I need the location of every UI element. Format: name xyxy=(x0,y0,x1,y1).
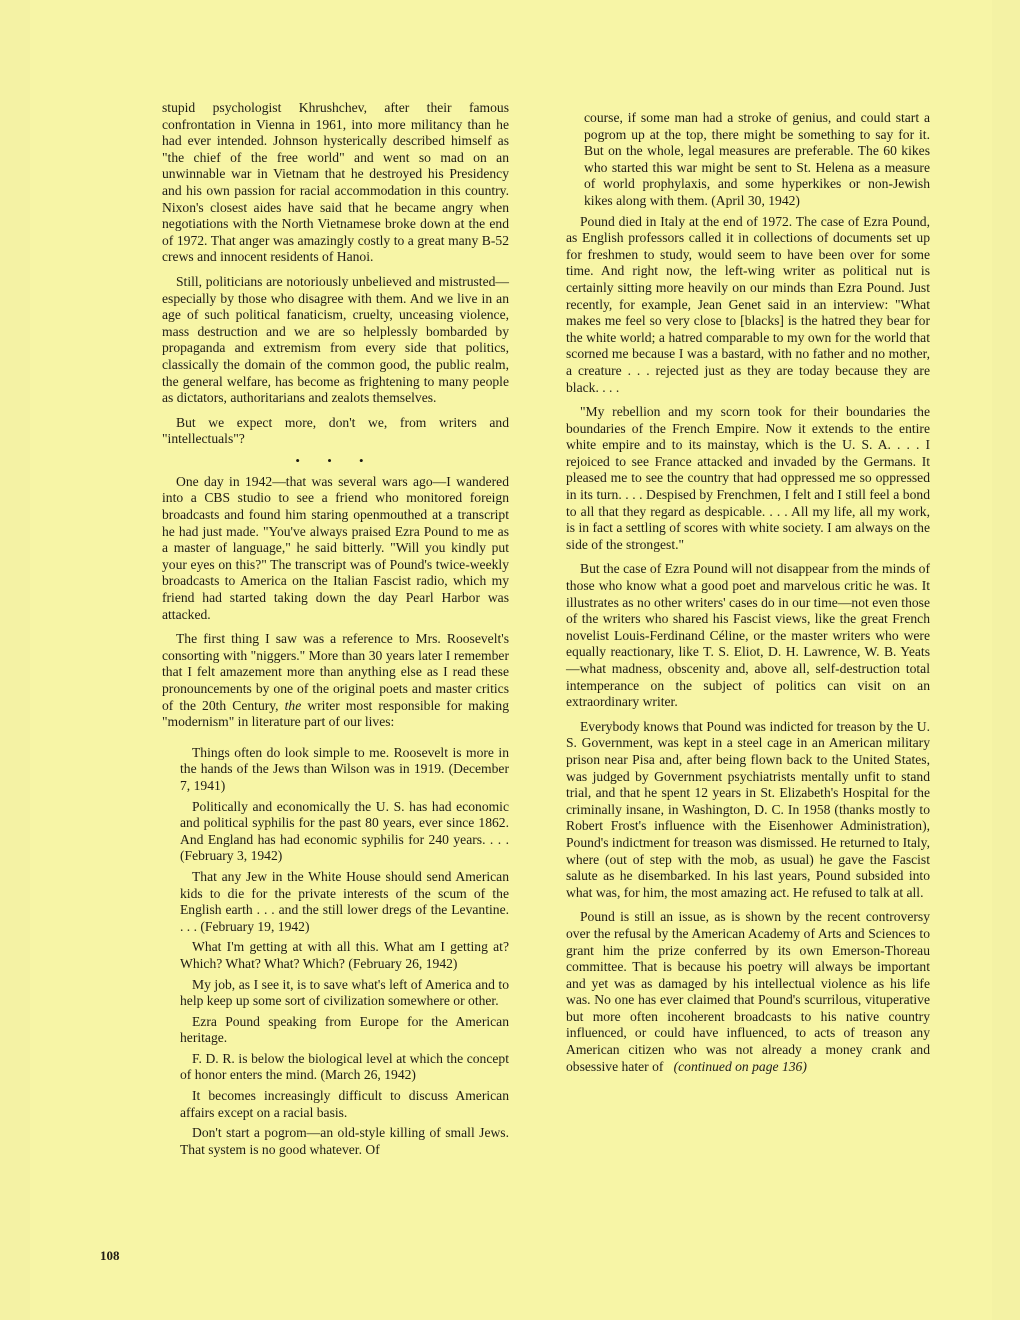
body-paragraph: Pound died in Italy at the end of 1972. The case of Ezra Pound, as English professors called it in collections of documents set up for freshmen to study, would seem to have been over for some time. And right now, the left-wing writer as political nut is certainly sitting more heavily on our minds than Ezra Pound. Just recently, for example, Jean Genet said in an interview: "What makes me feel so very close to [blacks] is the hatred they bear for the white world; a hatred comparable to my own for the world that scorned me because I was a bastard, with no father and no mother, a creature . . . rejected just as they are today because they are black. . . . xyxy=(566,213,930,395)
quote-paragraph: Things often do look simple to me. Roosevelt is more in the hands of the Jews than Wilson was in 1919. (December 7, 1941) xyxy=(180,744,509,793)
body-paragraph xyxy=(566,909,930,1075)
body-paragraph: "My rebellion and my scorn took for their boundaries the boundaries of the French Empire. Now it extends to the entire white empire and to its mainstay, which is the U. S. A. . . . I rejoiced to see France attacked and invaded by the Germans. It pleased me to see the country that had oppressed me so oppressed in its turn. . . . Despised by Frenchmen, I felt and I still feel a bond to all that they regard as despicable. . . . All my life, all my work, is in fact a settling of scores with white society. I am always on the side of the strongest." xyxy=(566,404,930,552)
quote-paragraph: That any Jew in the White House should send American kids to die for the private interests of the scum of the English earth . . . and the still lower dregs of the Levantine. . . . (February 19, 1942) xyxy=(180,868,509,934)
body-paragraph: Still, politicians are notoriously unbelieved and mistrusted—especially by those who disagree with them. And we live in an age of such political fanaticism, cruelty, unceasing violence, mass destruction and we are so helplessly bombarded by propaganda and extremism from every side that politics, classically the domain of the common good, the public realm, the general welfare, has become as frightening to many people as dictators, authoritarians and zealots themselves. xyxy=(162,273,509,406)
quote-paragraph: It becomes increasingly difficult to discuss American affairs except on a racial basis. xyxy=(180,1088,509,1120)
body-text: writer most responsible for making "modernism" in literature part of our lives: xyxy=(162,697,509,730)
body-text: The first thing I saw was a reference to Mrs. Roosevelt's consorting with "niggers." More than 30 years later I remember that I felt amazement more than anything else as I read these pronouncements by one of the original poets and master critics of the 20th Century, xyxy=(162,631,509,713)
pound-quotes-block xyxy=(180,745,509,1159)
quote-paragraph: course, if some man had a stroke of genius, and could start a pogrom up at the top, there might be something to say for it. But on the whole, legal measures are preferable. The 60 kikes who started this war might be sent to St. Helena as a measure of world prophylaxis, and some hyperkikes or non-Jewish kikes along with them. (April 30, 1942) xyxy=(584,110,930,208)
right-column xyxy=(566,110,930,1083)
body-paragraph: stupid psychologist Khrushchev, after their famous confrontation in Vienna in 1961, into more militancy than he had ever intended. Johnson hysterically described himself as "the chief of the free world" and went so mad on an unwinnable war in Vietnam that he destroyed his Presidency and his own passion for racial accommodation in this country. Nixon's closest aides have said that he became angry when negotiations with the North Vietnamese broke down at the end of 1972. That anger was amazingly costly to a great many B-52 crews and innocent residents of Hanoi. xyxy=(162,100,509,265)
magazine-page xyxy=(30,0,992,1320)
continued-note: (continued on page 136) xyxy=(673,1058,807,1074)
body-paragraph: Everybody knows that Pound was indicted for treason by the U. S. Government, was kept in a steel cage in an American military prison near Pisa and, after being flown back to the United States, was judged by Government psychiatrists mentally unfit to stand trial, and that he spent 12 years in St. Elizabeth's Hospital for the criminally insane, in Washington, D. C. In 1958 (thanks mostly to Robert Frost's influence with the Eisenhower Administration), Pound's indictment for treason was dismissed. He returned to Italy, where (out of step with the mob, as usual) he gave the Fascist salute as he disembarked. In his last years, Pound subsided into what was, for him, the most amazing act. He refused to talk at all. xyxy=(566,718,930,900)
body-text: Pound is still an issue, as is shown by the recent controversy over the refusal by the American Academy of Arts and Sciences to grant him the prize conferred by its own Emerson-Thoreau committee. That is because his poetry will always be important and yet was as damaged by his intellectual violence as his life was. No one has ever claimed that Pound's scurrilous, vituperative but more often incoherent broadcasts to his native country influenced, or could have influenced, to acts of treason any American citizen who was not already a money crank and obsessive hater of xyxy=(566,909,930,1074)
left-column xyxy=(162,100,509,1162)
quote-continuation-block xyxy=(584,110,930,210)
body-paragraph: But we expect more, don't we, from writers and "intellectuals"? xyxy=(162,414,509,447)
page-number: 108 xyxy=(100,1248,120,1263)
quote-paragraph: What I'm getting at with all this. What am I getting at? Which? What? What? Which? (February 26, 1942) xyxy=(180,939,509,971)
body-paragraph: One day in 1942—that was several wars ago—I wandered into a CBS studio to see a friend who monitored foreign broadcasts and found him staring openmouthed at a transcript he had just made. "You've always praised Ezra Pound to me as a master of language," he said bitterly. "Will you kindly put your eyes on this?" The transcript was of Pound's twice-weekly broadcasts to America on the Italian Fascist radio, which my friend had started taking down the day Pearl Harbor was attacked. xyxy=(162,473,509,622)
quote-paragraph: Politically and economically the U. S. has had economic and political syphilis for the past 80 years, ever since 1862. And England has had economic syphilis for 240 years. . . . (February 3, 1942) xyxy=(180,798,509,864)
quote-paragraph: My job, as I see it, is to save what's left of America and to help keep up some sort of civilization somewhere or other. xyxy=(180,976,509,1009)
quote-paragraph: Don't start a pogrom—an old-style killing of small Jews. That system is no good whatever. Of xyxy=(180,1125,509,1157)
emphasis-text: the xyxy=(284,697,302,713)
quote-paragraph: F. D. R. is below the biological level at which the concept of honor enters the mind. (March 26, 1942) xyxy=(180,1050,509,1083)
section-break: • • • xyxy=(295,452,376,468)
body-paragraph: But the case of Ezra Pound will not disappear from the minds of those who know what a good poet and marvelous critic he was. It illustrates as no other writers' cases do in our time—not even those of the writers who shared his Fascist views, like the great French novelist Louis-Ferdinand Céline, or the master writers who were equally reactionary, like T. S. Eliot, D. H. Lawrence, W. B. Yeats—what madness, obscenity and, above all, self-destruction total intemperance on the subject of politics can visit on an extraordinary writer. xyxy=(566,561,930,710)
body-paragraph xyxy=(162,631,509,731)
quote-paragraph: Ezra Pound speaking from Europe for the American heritage. xyxy=(180,1013,509,1046)
